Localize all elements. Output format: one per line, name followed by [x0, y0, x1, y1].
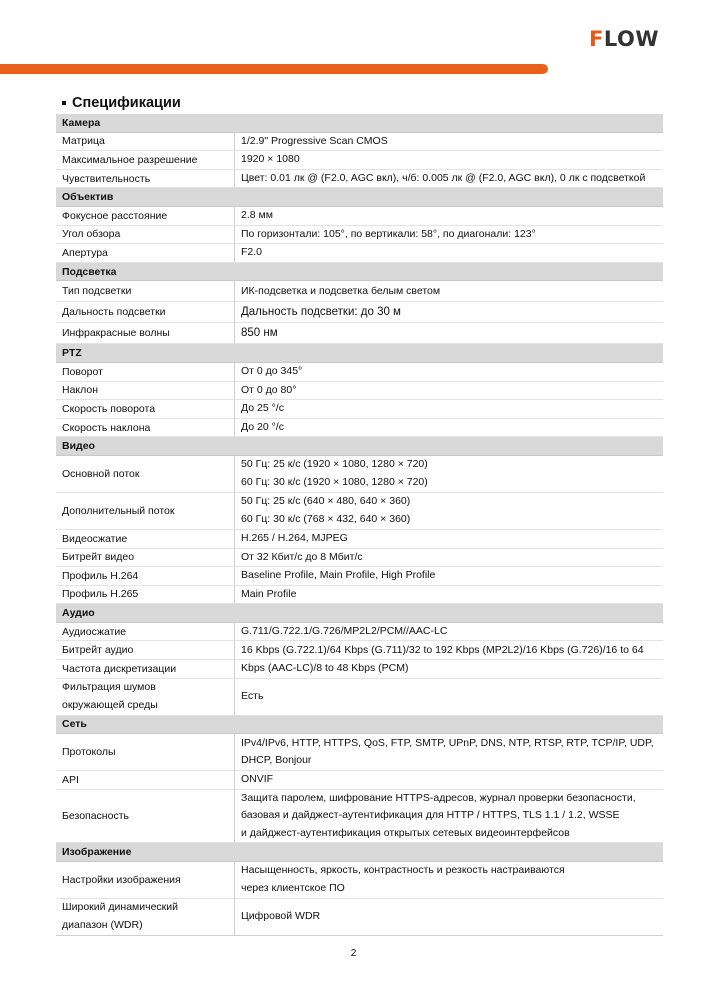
spec-value: [235, 206, 664, 225]
spec-key: Инфракрасные волны: [56, 323, 235, 344]
spec-row: [56, 678, 663, 715]
spec-row: [56, 151, 663, 170]
spec-value-line: От 0 до 80°: [241, 383, 297, 396]
section-header-row: [56, 604, 663, 623]
spec-row: [56, 641, 663, 660]
spec-value-line: F2.0: [241, 246, 263, 259]
spec-key: Угол обзора: [56, 225, 235, 244]
spec-value: [235, 622, 664, 641]
spec-key: Битрейт видео: [56, 548, 235, 567]
spec-key: [56, 898, 235, 935]
spec-value: [235, 362, 664, 381]
spec-value-line: По горизонтали: 105°, по вертикали: 58°, по диагонали: 123°: [241, 227, 536, 240]
spec-value-line: 2.8 мм: [241, 209, 273, 222]
section-title: Аудио: [56, 604, 663, 623]
spec-row: [56, 585, 663, 604]
spec-key: API: [56, 771, 235, 790]
spec-row: [56, 302, 663, 323]
spec-row: [56, 734, 663, 771]
spec-row: [56, 281, 663, 302]
section-header-row: [56, 188, 663, 207]
spec-value-line: До 20 °/с: [241, 420, 284, 433]
spec-key: Основной поток: [56, 455, 235, 492]
spec-value: [235, 132, 664, 151]
spec-key: Фокусное расстояние: [56, 206, 235, 225]
spec-row: [56, 492, 663, 529]
spec-key: Протоколы: [56, 734, 235, 771]
spec-value: [235, 281, 664, 302]
spec-value-line: 60 Гц: 30 к/с (768 × 432, 640 × 360): [241, 512, 411, 525]
spec-key: Матрица: [56, 132, 235, 151]
spec-value-line: IPv4/IPv6, HTTP, HTTPS, QoS, FTP, SMTP, UPnP, DNS, NTP, RTSP, RTP, TCP/IP, UDP,: [241, 736, 654, 749]
spec-row: [56, 381, 663, 400]
spec-row: [56, 400, 663, 419]
spec-value: [235, 244, 664, 263]
spec-row: [56, 225, 663, 244]
spec-value: [235, 169, 664, 188]
spec-key: Дополнительный поток: [56, 492, 235, 529]
spec-value: [235, 418, 664, 437]
spec-row: [56, 622, 663, 641]
spec-key: Видеосжатие: [56, 529, 235, 548]
spec-row: [56, 362, 663, 381]
spec-key: Битрейт аудио: [56, 641, 235, 660]
spec-row: [56, 455, 663, 492]
section-header-row: [56, 262, 663, 281]
spec-value: [235, 678, 664, 715]
spec-key: Максимальное разрешение: [56, 151, 235, 170]
spec-key: Апертура: [56, 244, 235, 263]
spec-row: [56, 529, 663, 548]
spec-key: Профиль H.264: [56, 567, 235, 586]
spec-value-line: 1/2.9" Progressive Scan CMOS: [241, 134, 388, 147]
spec-value: [235, 492, 664, 529]
flow-logo: [589, 26, 659, 52]
section-header-row: [56, 715, 663, 734]
section-title: Подсветка: [56, 262, 663, 281]
logo-letter-f: F: [589, 27, 604, 51]
title-bullet-icon: [62, 101, 66, 105]
spec-key: Дальность подсветки: [56, 302, 235, 323]
spec-row: [56, 567, 663, 586]
header-accent-bar: [0, 64, 548, 74]
spec-key: Чувствительность: [56, 169, 235, 188]
spec-row: [56, 206, 663, 225]
spec-value-line: ИК-подсветка и подсветка белым светом: [241, 284, 441, 297]
spec-value-line: через клиентское ПО: [241, 881, 345, 894]
spec-row: [56, 323, 663, 344]
spec-value-line: Есть: [241, 689, 264, 702]
spec-value: [235, 529, 664, 548]
spec-value-line: Baseline Profile, Main Profile, High Profile: [241, 569, 436, 582]
spec-value-line: Защита паролем, шифрование HTTPS-адресов, журнал проверки безопасности,: [241, 791, 636, 804]
spec-row: [56, 418, 663, 437]
logo-letters-low: LOW: [603, 27, 660, 51]
spec-value: [235, 302, 664, 323]
spec-value: [235, 151, 664, 170]
spec-value-line: базовая и дайджест-аутентификация для HTTP / HTTPS, TLS 1.1 / 1.2, WSSE: [241, 809, 620, 822]
spec-value: [235, 789, 664, 843]
spec-value-line: Дальность подсветки: до 30 м: [241, 305, 401, 318]
spec-key: Настройки изображения: [56, 861, 235, 898]
spec-key-line: Широкий динамический: [62, 901, 179, 914]
spec-value-line: 1920 × 1080: [241, 153, 300, 166]
spec-value-line: 50 Гц: 25 к/с (640 × 480, 640 × 360): [241, 495, 411, 508]
spec-value-line: Цвет: 0.01 лк @ (F2.0, AGC вкл), ч/б: 0.005 лк @ (F2.0, AGC вкл), 0 лк с подсветкой: [241, 171, 646, 184]
spec-key: Безопасность: [56, 789, 235, 843]
spec-row: [56, 660, 663, 679]
spec-value-line: Main Profile: [241, 587, 297, 600]
page-title-text: Спецификации: [72, 95, 181, 111]
spec-value-line: G.711/G.722.1/G.726/MP2L2/PCM//AAC-LC: [241, 624, 448, 637]
spec-value: [235, 455, 664, 492]
page-title: [62, 95, 181, 111]
spec-value-line: 60 Гц: 30 к/с (1920 × 1080, 1280 × 720): [241, 475, 428, 488]
spec-key: Поворот: [56, 362, 235, 381]
spec-key: Скорость наклона: [56, 418, 235, 437]
spec-key: Наклон: [56, 381, 235, 400]
spec-value: [235, 225, 664, 244]
spec-value: [235, 734, 664, 771]
spec-value: [235, 861, 664, 898]
spec-value-line: 16 Kbps (G.722.1)/64 Kbps (G.711)/32 to 192 Kbps (MP2L2)/16 Kbps (G.726)/16 to 64: [241, 643, 644, 656]
section-header-row: [56, 114, 663, 132]
spec-value-line: 850 нм: [241, 326, 278, 339]
section-title: PTZ: [56, 344, 663, 363]
spec-value: [235, 323, 664, 344]
spec-value: [235, 641, 664, 660]
spec-key: [56, 678, 235, 715]
spec-value-line: DHCP, Bonjour: [241, 754, 312, 767]
spec-key: Аудиосжатие: [56, 622, 235, 641]
section-title: Сеть: [56, 715, 663, 734]
spec-row: [56, 789, 663, 843]
spec-value-line: До 25 °/с: [241, 402, 284, 415]
section-title: Камера: [56, 114, 663, 132]
spec-value-line: От 0 до 345°: [241, 364, 303, 377]
spec-value-line: H.265 / H.264, MJPEG: [241, 531, 348, 544]
spec-value: [235, 898, 664, 935]
spec-row: [56, 861, 663, 898]
spec-key: Скорость поворота: [56, 400, 235, 419]
spec-key: Профиль H.265: [56, 585, 235, 604]
spec-key-line: Фильтрация шумов: [62, 681, 156, 694]
spec-value: [235, 771, 664, 790]
spec-value: [235, 400, 664, 419]
spec-key: Частота дискретизации: [56, 660, 235, 679]
section-title: Объектив: [56, 188, 663, 207]
spec-value: [235, 381, 664, 400]
section-title: Видео: [56, 437, 663, 456]
spec-key-line: окружающей среды: [62, 698, 158, 711]
spec-row: [56, 132, 663, 151]
spec-table: [56, 114, 663, 936]
spec-key: Тип подсветки: [56, 281, 235, 302]
spec-value-line: Насыщенность, яркость, контрастность и резкость настраиваются: [241, 864, 565, 877]
spec-value: [235, 585, 664, 604]
section-title: Изображение: [56, 843, 663, 862]
section-header-row: [56, 437, 663, 456]
section-header-row: [56, 344, 663, 363]
spec-row: [56, 771, 663, 790]
spec-value-line: От 32 Кбит/с до 8 Мбит/с: [241, 550, 363, 563]
spec-value-line: Цифровой WDR: [241, 910, 321, 923]
spec-value-line: Kbps (AAC-LC)/8 to 48 Kbps (PCM): [241, 662, 409, 675]
spec-value: [235, 548, 664, 567]
spec-value-line: 50 Гц: 25 к/с (1920 × 1080, 1280 × 720): [241, 458, 428, 471]
spec-row: [56, 898, 663, 935]
spec-value: [235, 660, 664, 679]
spec-value-line: и дайджест-аутентификация открытых сетевых видеоинтерфейсов: [241, 826, 570, 839]
spec-row: [56, 548, 663, 567]
spec-row: [56, 169, 663, 188]
section-header-row: [56, 843, 663, 862]
spec-key-line: диапазон (WDR): [62, 918, 143, 931]
spec-value: [235, 567, 664, 586]
spec-value-line: ONVIF: [241, 773, 274, 786]
page-number: 2: [350, 948, 357, 959]
spec-row: [56, 244, 663, 263]
